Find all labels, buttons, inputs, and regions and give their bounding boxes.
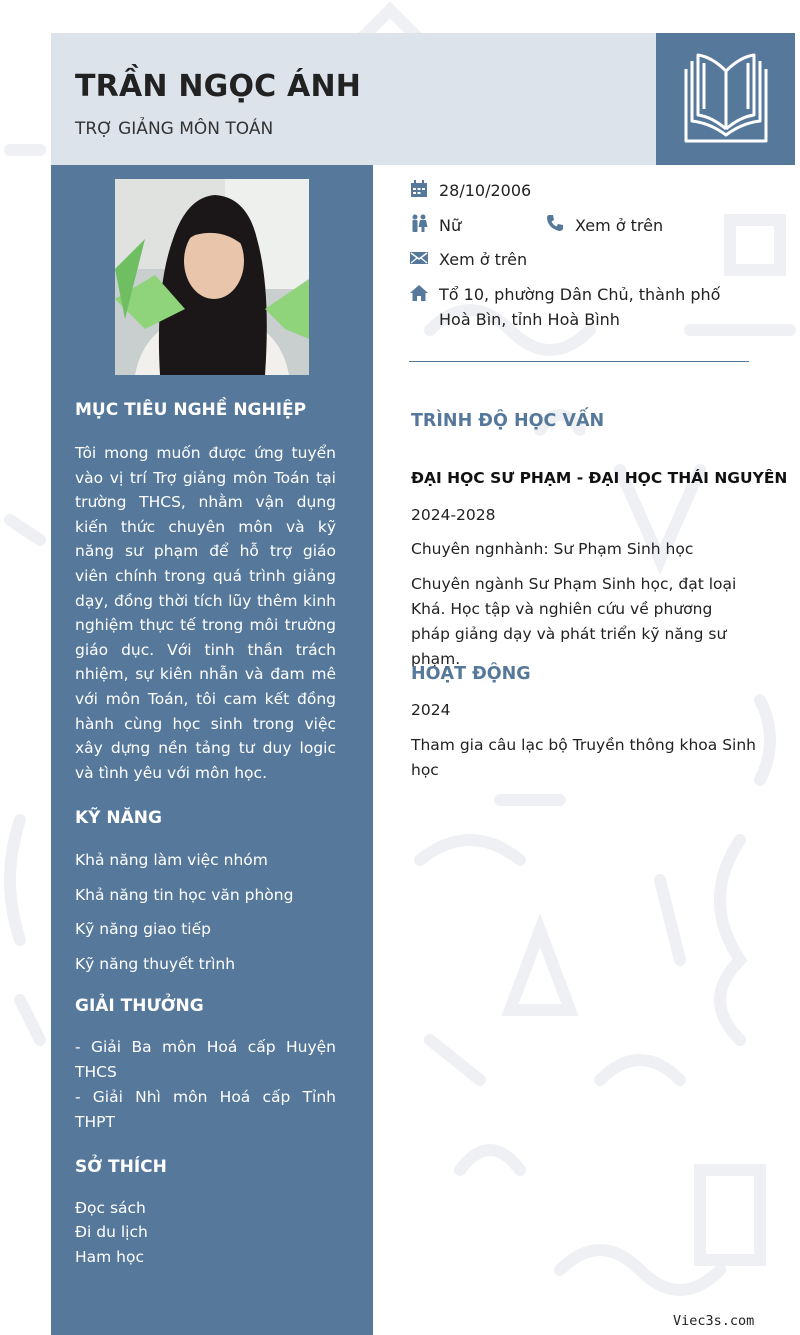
phone-icon bbox=[546, 214, 564, 232]
activity-description: Tham gia câu lạc bộ Truyền thông khoa Sinh học bbox=[411, 736, 756, 779]
skill-item: Khả năng tin học văn phòng bbox=[75, 886, 294, 904]
section-divider bbox=[409, 361, 749, 362]
award-item: - Giải Ba môn Hoá cấp Huyện THCS bbox=[75, 1038, 336, 1081]
candidate-role: TRỢ GIẢNG MÔN TOÁN bbox=[75, 119, 274, 139]
home-icon bbox=[410, 284, 428, 302]
email-value: Xem ở trên bbox=[439, 250, 528, 269]
objective-title: MỤC TIÊU NGHỀ NGHIỆP bbox=[75, 400, 307, 420]
education-school: ĐẠI HỌC SƯ PHẠM - ĐẠI HỌC THÁI NGUYÊN bbox=[411, 469, 788, 487]
gender-value: Nữ bbox=[439, 216, 462, 235]
education-major: Chuyên ngnhành: Sư Phạm Sinh học bbox=[411, 540, 694, 558]
activities-title: HOẠT ĐỘNG bbox=[411, 664, 531, 684]
site-watermark: Viec3s.com bbox=[673, 1313, 755, 1329]
hobby-item: Đi du lịch bbox=[75, 1223, 148, 1241]
birthday-value: 28/10/2006 bbox=[439, 181, 532, 200]
skill-item: Kỹ năng thuyết trình bbox=[75, 955, 236, 973]
skill-item: Khả năng làm việc nhóm bbox=[75, 851, 268, 869]
header-logo-box bbox=[656, 33, 795, 165]
objective-text: Tôi mong muốn được ứng tuyển vào vị trí Trợ giảng môn Toán tại trường THCS, nhằm vận dụng kiến thức chuyên môn và kỹ năng sư phạm để hỗ trợ giáo viên chính trong quá trình giảng dạy, đồng thời tích lũy thêm kinh nghiệm thực tế trong môi trường giáo dục. Với tinh thần trách nhiệm, sự kiên nhẫn và đam mê với môn Toán, tôi cam kết đồng hành cùng học sinh trong việc xây dựng nền tảng tư duy logic và tình yêu với môn học. bbox=[75, 444, 336, 782]
left-sidebar bbox=[51, 165, 373, 1335]
open-book-icon bbox=[676, 49, 776, 145]
gender-icon bbox=[410, 214, 428, 232]
resume-header bbox=[51, 33, 656, 165]
phone-value: Xem ở trên bbox=[575, 216, 664, 235]
education-period: 2024-2028 bbox=[411, 506, 496, 524]
skill-item: Kỹ năng giao tiếp bbox=[75, 920, 211, 938]
candidate-name: TRẦN NGỌC ÁNH bbox=[75, 69, 362, 104]
address-line-2: Hoà Bìn, tỉnh Hoà Bình bbox=[439, 310, 620, 329]
skills-title: KỸ NĂNG bbox=[75, 808, 162, 828]
education-description: Chuyên ngành Sư Phạm Sinh học, đạt loại Khá. Học tập và nghiên cứu về phương pháp giảng dạy và phát triển kỹ năng sư phạm. bbox=[411, 575, 737, 668]
portrait-illustration bbox=[115, 179, 309, 375]
mail-icon bbox=[410, 249, 428, 267]
hobbies-title: SỞ THÍCH bbox=[75, 1157, 167, 1177]
education-title: TRÌNH ĐỘ HỌC VẤN bbox=[411, 411, 605, 431]
address-line-1: Tổ 10, phường Dân Chủ, thành phố bbox=[439, 285, 721, 304]
hobby-item: Đọc sách bbox=[75, 1199, 146, 1217]
awards-title: GIẢI THƯỞNG bbox=[75, 996, 204, 1016]
activity-year: 2024 bbox=[411, 701, 451, 719]
award-item: - Giải Nhì môn Hoá cấp Tỉnh THPT bbox=[75, 1088, 336, 1131]
candidate-photo bbox=[115, 179, 309, 375]
hobby-item: Ham học bbox=[75, 1248, 145, 1266]
calendar-icon bbox=[410, 180, 428, 198]
